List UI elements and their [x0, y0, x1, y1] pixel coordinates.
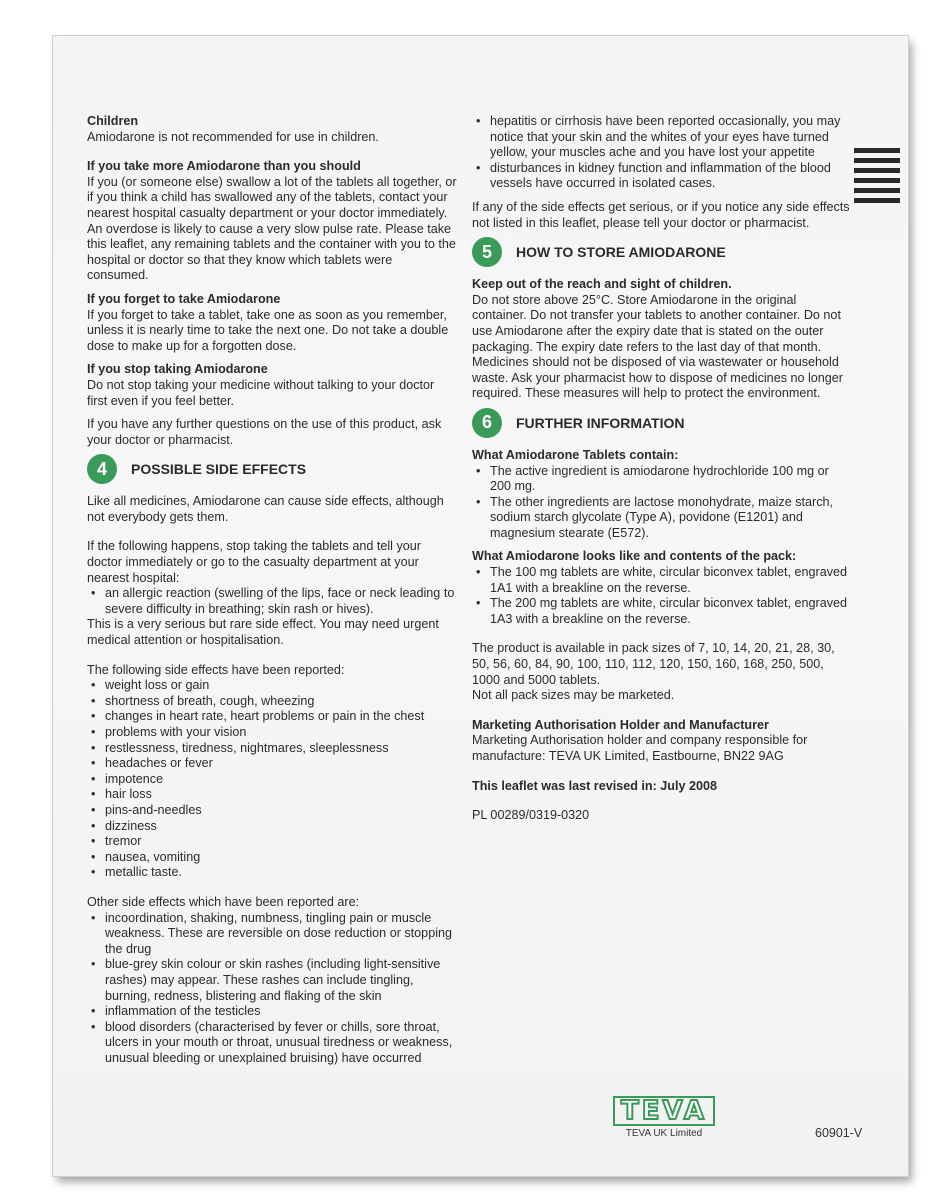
mah-text: Marketing Authorisation holder and company responsible for manufacture: TEVA UK Limited, Eastbourne, BN22 9AG [472, 733, 808, 763]
overdose-text: If you (or someone else) swallow a lot of the tablets all together, or if you think a child has swallowed any of the tablets, contact your nearest hospital casualty department or your doctor immediately. An overdose is likely to cause a very slow pulse rate. Please take this leaflet, any remaining tablets and the container with you to the hospital or doctor so that they know which tablets were consumed. [87, 174, 457, 283]
looks-list [472, 565, 850, 627]
serious-notice: If any of the side effects get serious, or if you notice any side effects not listed in this leaflet, please tell your doctor or pharmacist. [472, 199, 850, 230]
list-item: • metallic taste. [87, 865, 457, 881]
section-5-title: HOW TO STORE AMIODARONE [516, 244, 726, 261]
list-item: • weight loss or gain [87, 678, 457, 694]
teva-logo-mark: TEVA [613, 1096, 715, 1126]
list-item: • inflammation of the testicles [87, 1004, 457, 1020]
section-6-header [472, 408, 850, 438]
forget-text: If you forget to take a tablet, take one as soon as you remember, unless it is nearly time to take the next one. Do not take a double dose to make up for a forgotten dose. [87, 307, 449, 353]
mah-heading: Marketing Authorisation Holder and Manufacturer [472, 717, 769, 732]
section-4-badge: 4 [87, 454, 117, 484]
list-item: • The 100 mg tablets are white, circular biconvex tablet, engraved 1A1 with a breakline on the reverse. [472, 565, 850, 596]
questions-text: If you have any further questions on the use of this product, ask your doctor or pharmacist. [87, 417, 442, 447]
list-item: • hair loss [87, 787, 457, 803]
list-item: • changes in heart rate, heart problems or pain in the chest [87, 709, 457, 725]
reported-list [87, 678, 457, 881]
list-item: • dizziness [87, 819, 457, 835]
teva-logo-subtitle: TEVA UK Limited [625, 1128, 703, 1139]
contain-heading: What Amiodarone Tablets contain: [472, 447, 679, 462]
stop-if-text: If the following happens, stop taking the tablets and tell your doctor immediately or go to the casualty department at your nearest hospital: [87, 539, 421, 585]
disposal-text: Medicines should not be disposed of via wastewater or household waste. Ask your pharmacist how to dispose of medicines no longer required. These measures will help to protect the environment. [472, 355, 844, 401]
continued-list [472, 114, 850, 192]
other-list [87, 911, 457, 1067]
allergic-list [87, 586, 457, 617]
list-item: • tremor [87, 834, 457, 850]
list-item: • headaches or fever [87, 756, 457, 772]
pack-note: Not all pack sizes may be marketed. [472, 688, 675, 703]
overdose-heading: If you take more Amiodarone than you should [87, 159, 361, 174]
list-item: • The active ingredient is amiodarone hydrochloride 100 mg or 200 mg. [472, 464, 850, 495]
list-item: • nausea, vomiting [87, 850, 457, 866]
list-item: • blue-grey skin colour or skin rashes (including light-sensitive rashes) may appear. These rashes can include tingling, burning, redness, blistering and flaking of the skin [87, 957, 457, 1004]
list-item: • hepatitis or cirrhosis have been reported occasionally, you may notice that your skin and the whites of your eyes have turned yellow, your muscles ache and you have lost your appetite [472, 114, 850, 161]
list-item: • incoordination, shaking, numbness, tingling pain or muscle weakness. These are reversible on dose reduction or stopping the drug [87, 911, 457, 958]
children-text: Amiodarone is not recommended for use in children. [87, 129, 379, 144]
other-intro: Other side effects which have been reported are: [87, 894, 360, 909]
left-column [87, 114, 457, 1066]
leaflet-page [53, 36, 908, 1176]
pl-text: PL 00289/0319-0320 [472, 808, 590, 823]
forget-heading: If you forget to take Amiodarone [87, 291, 281, 306]
list-item: • disturbances in kidney function and inflammation of the blood vessels have occurred in isolated cases. [472, 161, 850, 192]
keep-heading: Keep out of the reach and sight of children. [472, 277, 732, 292]
list-item: • problems with your vision [87, 725, 457, 741]
store-text: Do not store above 25°C. Store Amiodarone in the original container. Do not transfer your tablets to another container. Do not use Amiodarone after the expiry date that is stated on the outer packaging. The expiry date refers to the last day of that month. [472, 292, 841, 354]
edge-tab-marker [854, 148, 900, 208]
list-item: • The other ingredients are lactose monohydrate, maize starch, sodium starch glycolate (Type A), povidone (E1201) and magnesium stearate (E572). [472, 495, 850, 542]
list-item: • shortness of breath, cough, wheezing [87, 694, 457, 710]
list-item: • blood disorders (characterised by fever or chills, sore throat, ulcers in your mouth or throat, unusual tiredness or weakness, unusual bleeding or unexplained bruising) have occurred [87, 1020, 457, 1067]
leaflet-code: 60901-V [815, 1126, 863, 1140]
reported-intro: The following side effects have been reported: [87, 662, 345, 677]
section-4-title: POSSIBLE SIDE EFFECTS [131, 461, 307, 478]
list-item: • pins-and-needles [87, 803, 457, 819]
section-5-header [472, 237, 850, 267]
serious-text: This is a very serious but rare side effect. You may need urgent medical attention or hospitalisation. [87, 617, 439, 648]
looks-heading: What Amiodarone looks like and contents of the pack: [472, 549, 797, 564]
pack-text: The product is available in pack sizes of 7, 10, 14, 20, 21, 28, 30, 50, 56, 60, 84, 90, 100, 110, 112, 120, 150, 160, 168, 250, 500, 1000 and 5000 tablets. [472, 641, 835, 687]
list-item: • restlessness, tiredness, nightmares, sleeplessness [87, 741, 457, 757]
teva-logo [613, 1096, 715, 1139]
children-heading: Children [87, 114, 139, 128]
list-item: • an allergic reaction (swelling of the lips, face or neck leading to severe difficulty in breathing; skin rash or hives). [87, 586, 457, 617]
side-effects-intro: Like all medicines, Amiodarone can cause side effects, although not everybody gets them. [87, 494, 444, 524]
section-5-badge: 5 [472, 237, 502, 267]
list-item: • impotence [87, 772, 457, 788]
section-6-title: FURTHER INFORMATION [516, 414, 685, 431]
revised-text: This leaflet was last revised in: July 2008 [472, 778, 717, 793]
section-6-badge: 6 [472, 408, 502, 438]
stop-text: Do not stop taking your medicine without talking to your doctor first even if you feel better. [87, 377, 435, 408]
section-4-header [87, 454, 457, 484]
right-column [472, 114, 850, 824]
stop-heading: If you stop taking Amiodarone [87, 362, 268, 377]
list-item: • The 200 mg tablets are white, circular biconvex tablet, engraved 1A3 with a breakline on the reverse. [472, 596, 850, 627]
contain-list [472, 464, 850, 542]
